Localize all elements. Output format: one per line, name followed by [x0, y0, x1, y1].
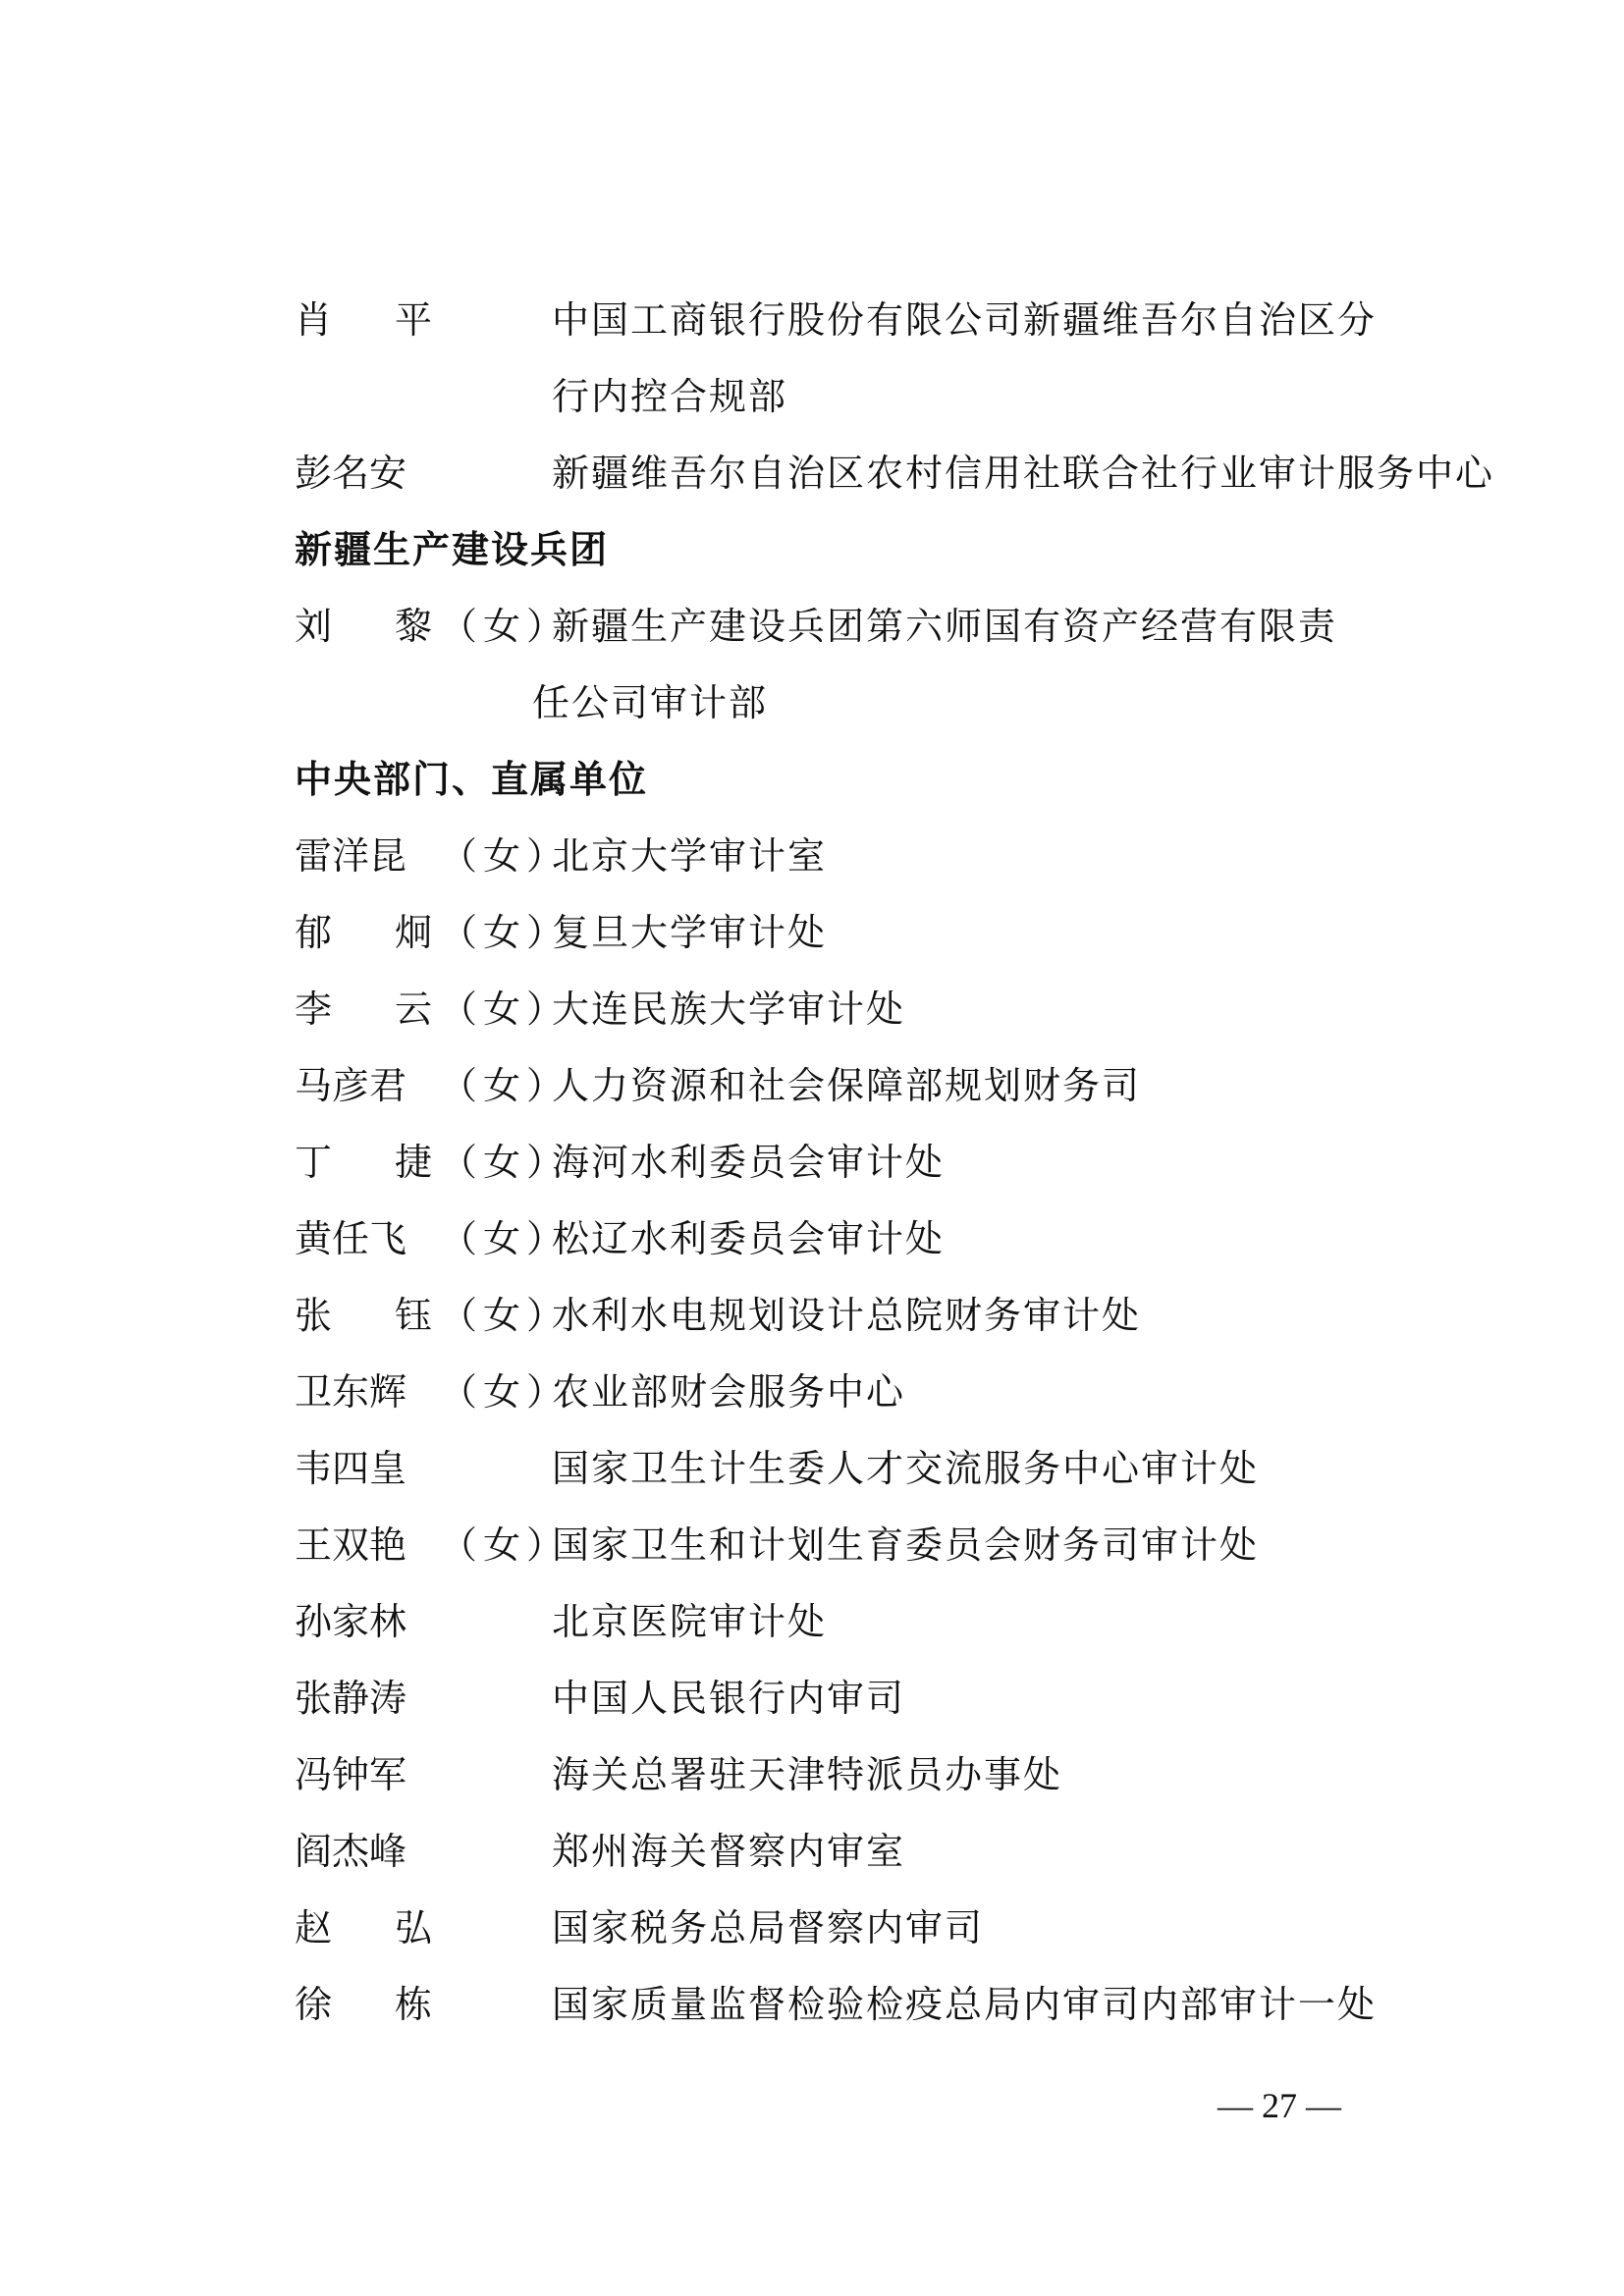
- person-name: 张 钰: [295, 1294, 432, 1337]
- gender-tag: （女）: [440, 605, 570, 648]
- gender-tag: （女）: [440, 1064, 570, 1107]
- organization: 新疆维吾尔自治区农村信用社联合社行业审计服务中心: [552, 452, 1495, 495]
- list-item: [295, 827, 1414, 885]
- gender-tag: （女）: [440, 1217, 570, 1260]
- organization: 中国人民银行内审司: [552, 1677, 906, 1720]
- organization: 松辽水利委员会审计处: [552, 1217, 946, 1260]
- organization: 海关总署驻天津特派员办事处: [552, 1753, 1063, 1796]
- person-name: 雷洋昆: [295, 834, 407, 878]
- person-name: 王双艳: [295, 1523, 407, 1567]
- list-item: [295, 1822, 1414, 1881]
- list-item: [295, 1209, 1414, 1268]
- list-item: [295, 291, 1414, 349]
- gender-tag: （女）: [440, 1141, 570, 1184]
- organization: 新疆生产建设兵团第六师国有资产经营有限责: [552, 605, 1338, 648]
- organization: 大连民族大学审计处: [552, 988, 906, 1031]
- list-item: [295, 1362, 1414, 1421]
- gender-tag: （女）: [440, 988, 570, 1031]
- person-name: 徐 栋: [295, 1983, 432, 2026]
- section-heading: 中央部门、直属单位: [295, 758, 649, 801]
- person-name: 彭名安: [295, 452, 407, 495]
- organization-continuation: 任公司审计部: [532, 681, 769, 724]
- organization-continuation: 行内控合规部: [552, 375, 788, 418]
- organization: 水利水电规划设计总院财务审计处: [552, 1294, 1142, 1337]
- organization: 国家卫生和计划生育委员会财务司审计处: [552, 1523, 1260, 1567]
- organization: 海河水利委员会审计处: [552, 1141, 946, 1184]
- person-name: 李 云: [295, 988, 432, 1031]
- person-name: 卫东辉: [295, 1370, 407, 1414]
- list-item: [295, 1133, 1414, 1192]
- person-name: 马彦君: [295, 1064, 407, 1107]
- gender-tag: （女）: [440, 911, 570, 954]
- organization: 国家税务总局督察内审司: [552, 1906, 985, 1949]
- person-name: 赵 弘: [295, 1906, 432, 1949]
- organization: 农业部财会服务中心: [552, 1370, 906, 1414]
- organization: 国家质量监督检验检疫总局内审司内部审计一处: [552, 1983, 1378, 2026]
- person-name: 丁 捷: [295, 1141, 432, 1184]
- list-item: [295, 1898, 1414, 1957]
- list-item: [295, 1516, 1414, 1575]
- list-item: [295, 1975, 1414, 2034]
- person-name: 韦四皇: [295, 1447, 407, 1490]
- list-item: [295, 1056, 1414, 1115]
- list-item: [295, 903, 1414, 962]
- organization: 北京大学审计室: [552, 834, 828, 878]
- list-item: [295, 1592, 1414, 1651]
- list-item: [295, 597, 1414, 656]
- person-name: 肖 平: [295, 298, 432, 342]
- gender-tag: （女）: [440, 1523, 570, 1567]
- person-name: 张静涛: [295, 1677, 407, 1720]
- person-name: 刘 黎: [295, 605, 432, 648]
- organization: 北京医院审计处: [552, 1600, 828, 1643]
- organization: 人力资源和社会保障部规划财务司: [552, 1064, 1142, 1107]
- list-item: [295, 1286, 1414, 1345]
- organization: 国家卫生计生委人才交流服务中心审计处: [552, 1447, 1260, 1490]
- organization: 中国工商银行股份有限公司新疆维吾尔自治区分: [552, 298, 1378, 342]
- person-name: 郁 炯: [295, 911, 432, 954]
- list-item: [295, 444, 1495, 503]
- list-item: [295, 1439, 1414, 1498]
- gender-tag: （女）: [440, 1294, 570, 1337]
- organization: 郑州海关督察内审室: [552, 1830, 906, 1873]
- gender-tag: （女）: [440, 1370, 570, 1414]
- page-number: — 27 —: [1218, 2086, 1341, 2125]
- person-name: 阎杰峰: [295, 1830, 407, 1873]
- person-name: 孙家林: [295, 1600, 407, 1643]
- section-heading: 新疆生产建设兵团: [295, 528, 610, 571]
- person-name: 冯钟军: [295, 1753, 407, 1796]
- organization: 复旦大学审计处: [552, 911, 828, 954]
- list-item: [295, 980, 1414, 1039]
- list-item: [295, 1669, 1414, 1728]
- person-name: 黄任飞: [295, 1217, 407, 1260]
- list-item: [295, 1745, 1414, 1804]
- gender-tag: （女）: [440, 834, 570, 878]
